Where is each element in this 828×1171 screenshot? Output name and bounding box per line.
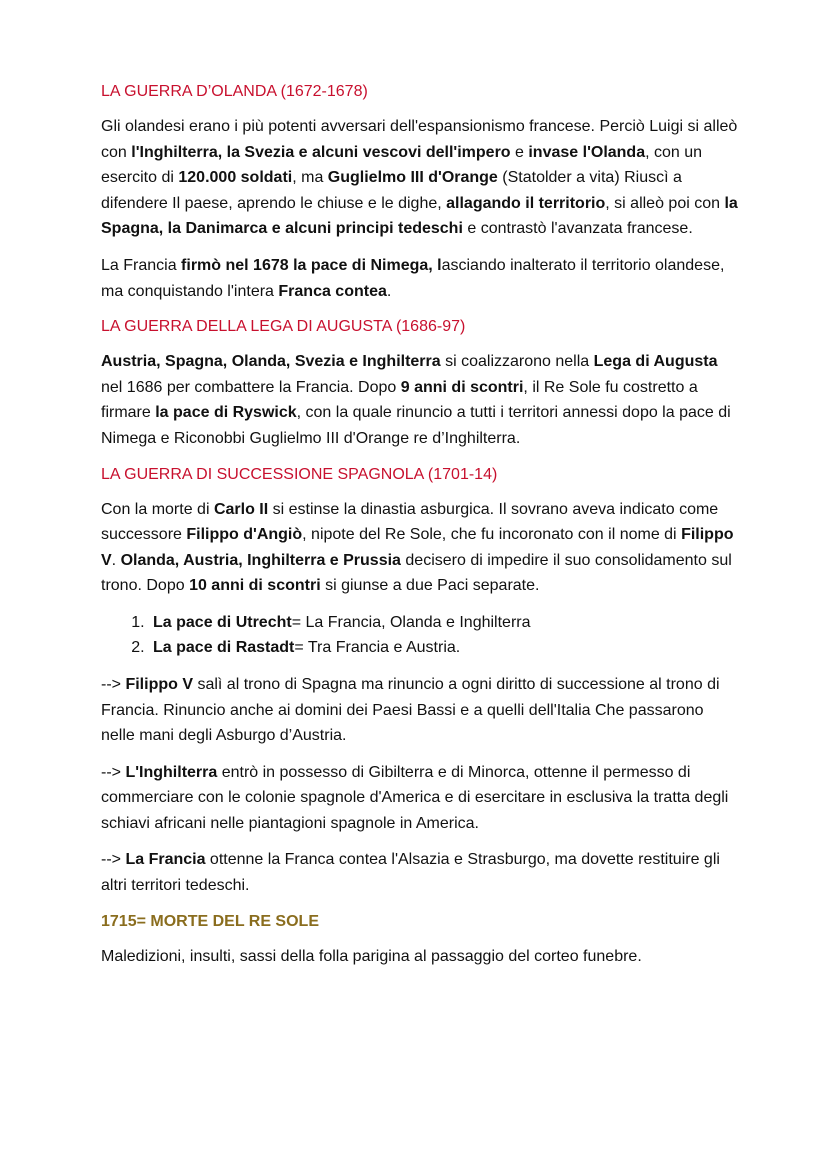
bold-text: 9 anni di scontri [400,378,524,396]
bold-text: 120.000 soldati [178,169,293,187]
paragraph: --> L'Inghilterra entrò in possesso di Gibilterra e di Minorca, ottenne il permesso di commerciare con le colonie spagnole d'America e di esercitare in esclusiva la tratta degli schiavi africani nelle piantagioni spagnole in America. [101,763,729,832]
paragraph: La Francia firmò nel 1678 la pace di Nimega, lasciando inalterato il territorio olandese, ma conquistando l'intera Franca contea. [101,256,725,300]
bold-text: Lega di Augusta [593,353,718,371]
bold-text: l'Inghilterra, la Svezia e alcuni vescovi dell'impero [131,143,511,161]
list-item: 1. La pace di Utrecht= La Francia, Olanda e Inghilterra [149,610,741,635]
section-heading-successione-spagnola: LA GUERRA DI SUCCESSIONE SPAGNOLA (1701-14) [101,465,498,483]
paragraph: Maledizioni, insulti, sassi della folla parigina al passaggio del corteo funebre. [101,947,642,965]
section-heading-lega-augusta: LA GUERRA DELLA LEGA DI AUGUSTA (1686-97) [101,318,466,336]
bold-text: Filippo V [125,675,193,693]
bold-text: firmò nel 1678 la pace di Nimega, l [181,256,442,274]
paragraph: Gli olandesi erano i più potenti avversari dell'espansionismo francese. Perciò Luigi si alleò con l'Inghilterra, la Svezia e alcuni vescovi dell'impero e invase l'Olanda, con un esercito di 120.000 soldati, ma Guglielmo III d'Orange (Statolder a vita) Riuscì a difendere Il paese, aprendo le chiuse e le dighe, allagando il territorio, si alleò poi con la Spagna, la Danimarca e alcuni principi tedeschi e contrastò l'avanzata francese. [101,118,738,238]
bold-text: Filippo d'Angiò [186,526,303,544]
document-page [101,80,741,980]
bold-text: la pace di Ryswick [155,404,297,422]
bold-text: La pace di Rastadt [153,638,295,656]
section-heading-guerra-olanda: LA GUERRA D’OLANDA (1672-1678) [101,83,368,100]
section-heading-morte-re-sole: 1715= MORTE DEL RE SOLE [101,912,319,930]
bold-text: allagando il territorio [446,194,606,212]
paragraph: Con la morte di Carlo II si estinse la dinastia asburgica. Il sovrano aveva indicato come successore Filippo d'Angiò, nipote del Re Sole, che fu incoronato con il nome di Filippo V. Olanda, Austria, Inghilterra e Prussia decisero di impedire il suo consolidamento sul trono. Dopo 10 anni di scontri si giunse a due Paci separate. [101,500,734,595]
paragraph: --> La Francia ottenne la Franca contea l'Alsazia e Strasburgo, ma dovette restituire gli altri territori tedeschi. [101,851,720,895]
list-item: 2. La pace di Rastadt= Tra Francia e Austria. [149,635,741,660]
bold-text: La pace di Utrecht [153,613,292,631]
bold-text: la Spagna, la Danimarca e alcuni principi tedeschi [101,194,738,238]
paragraph: --> Filippo V salì al trono di Spagna ma rinuncio a ogni diritto di successione al trono di Francia. Rinuncio anche ai domini dei Paesi Bassi e a quelli dell'Italia Che passarono nelle mani degli Asburgo d’Austria. [101,675,720,745]
bold-text: La Francia [125,851,206,869]
bold-text: Guglielmo III d'Orange [327,169,498,187]
bold-text: invase l'Olanda [528,143,646,161]
peace-treaties-list [101,610,741,660]
bold-text: Franca contea [278,282,387,300]
paragraph: Austria, Spagna, Olanda, Svezia e Inghilterra si coalizzarono nella Lega di Augusta nel 1686 per combattere la Francia. Dopo 9 anni di scontri, il Re Sole fu costretto a firmare la pace di Ryswick, con la quale rinuncio a tutti i territori annessi dopo la pace di Nimega e Riconobbi Guglielmo III d'Orange re d’Inghilterra. [101,353,731,447]
bold-text: 10 anni di scontri [189,577,321,595]
bold-text: Carlo II [213,500,269,518]
bold-text: Austria, Spagna, Olanda, Svezia e Inghilterra [101,353,441,371]
bold-text: Olanda, Austria, Inghilterra e Prussia [120,551,401,569]
bold-text: L'Inghilterra [125,763,218,781]
bold-text: Filippo V [101,526,734,569]
